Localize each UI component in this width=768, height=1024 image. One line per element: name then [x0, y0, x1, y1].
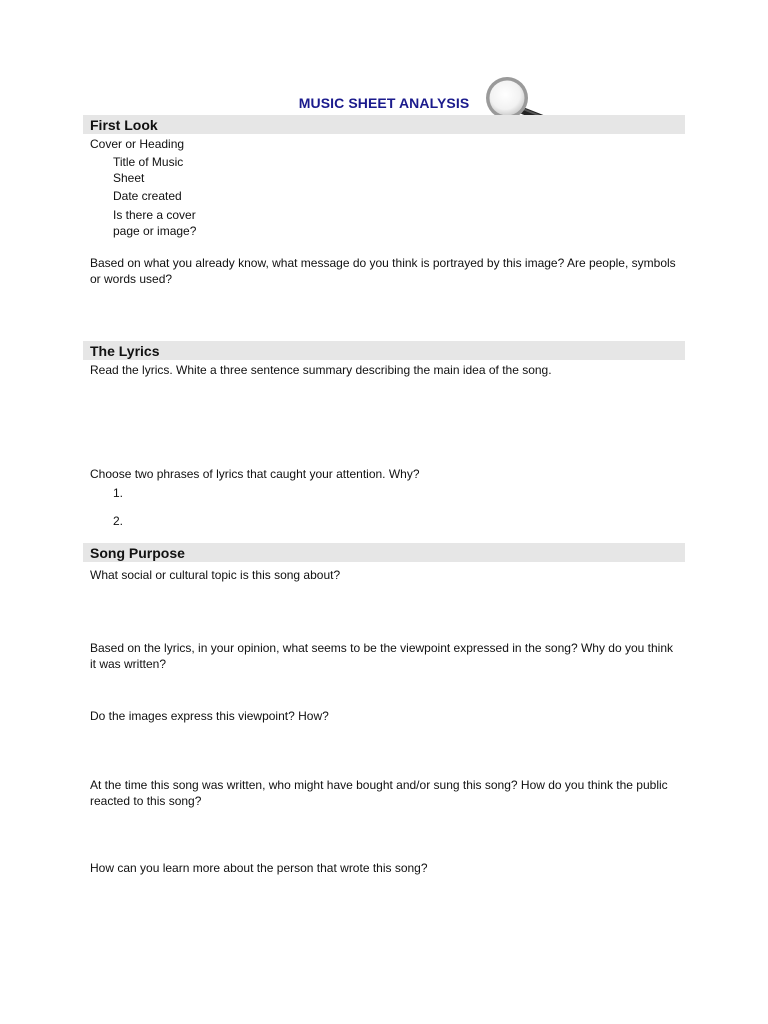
- list-number: 1.: [113, 486, 124, 500]
- section-title: Song Purpose: [90, 545, 185, 561]
- section-header-lyrics: [83, 341, 685, 360]
- section-header-song-purpose: [83, 543, 685, 562]
- question-text: Based on the lyrics, in your opinion, what seems to be the viewpoint expressed in the song? Why do you think it was written?: [90, 641, 673, 671]
- question-text: What social or cultural topic is this song about?: [90, 568, 341, 582]
- list-item: Is there a cover page or image?: [113, 208, 197, 238]
- section-header-first-look: [83, 115, 685, 134]
- list-item: Title of Music Sheet: [113, 155, 184, 185]
- question-text: Choose two phrases of lyrics that caught your attention. Why?: [90, 467, 420, 481]
- question-text: At the time this song was written, who might have bought and/or sung this song? How do you think the public reacted to this song?: [90, 778, 668, 808]
- section-title: First Look: [90, 117, 158, 133]
- list-item: Date created: [113, 189, 182, 203]
- question-text: Do the images express this viewpoint? How?: [90, 709, 329, 723]
- section-title: The Lyrics: [90, 343, 160, 359]
- page-title: MUSIC SHEET ANALYSIS: [298, 95, 470, 111]
- question-text: Based on what you already know, what message do you think is portrayed by this image? Are people, symbols or words used?: [90, 256, 676, 286]
- cover-heading-label: Cover or Heading: [90, 137, 185, 151]
- list-number: 2.: [113, 514, 124, 528]
- question-text: How can you learn more about the person that wrote this song?: [90, 861, 428, 875]
- question-text: Read the lyrics. White a three sentence summary describing the main idea of the song.: [90, 363, 552, 377]
